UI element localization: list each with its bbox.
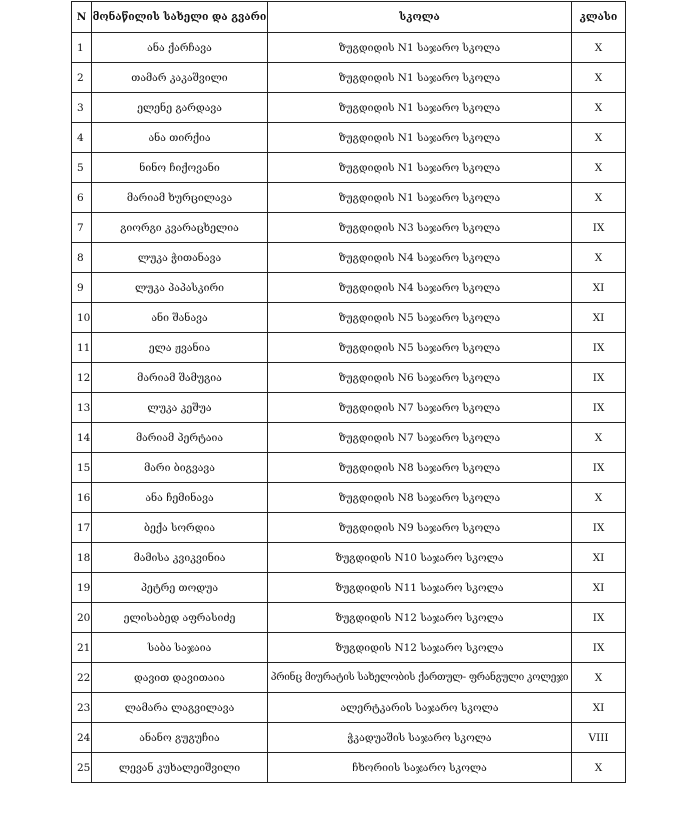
grade: IX (572, 333, 626, 363)
school-name: ზუგდიდის N1 საჯარო სკოლა (268, 93, 572, 123)
grade: X (572, 63, 626, 93)
school-name: ზუგდიდის N4 საჯარო სკოლა (268, 273, 572, 303)
row-number: 15 (72, 453, 92, 483)
row-number: 25 (72, 753, 92, 783)
row-number: 5 (72, 153, 92, 183)
grade: X (572, 423, 626, 453)
grade: XI (572, 543, 626, 573)
table-row (72, 573, 626, 603)
table-row (72, 303, 626, 333)
participant-name: დავით დავითაია (92, 663, 268, 693)
school-name: ზუგდიდის N8 საჯარო სკოლა (268, 453, 572, 483)
table-row (72, 753, 626, 783)
table-row (72, 633, 626, 663)
header-grade: კლასი (572, 2, 626, 33)
grade: IX (572, 393, 626, 423)
participant-name: ანა ქარჩავა (92, 33, 268, 63)
participant-name: საბა საჯაია (92, 633, 268, 663)
participant-name: ლამარა ლაგვილავა (92, 693, 268, 723)
table-row (72, 543, 626, 573)
school-name: ზუგდიდის N4 საჯარო სკოლა (268, 243, 572, 273)
table-row (72, 693, 626, 723)
participant-name: მამისა კვიკვინია (92, 543, 268, 573)
table-row (72, 63, 626, 93)
row-number: 2 (72, 63, 92, 93)
school-name: ზუგდიდის N7 საჯარო სკოლა (268, 423, 572, 453)
school-name: ზუგდიდის N1 საჯარო სკოლა (268, 123, 572, 153)
school-name: ზუგდიდის N11 საჯარო სკოლა (268, 573, 572, 603)
grade: X (572, 243, 626, 273)
row-number: 16 (72, 483, 92, 513)
row-number: 8 (72, 243, 92, 273)
table-row (72, 513, 626, 543)
school-name: ზუგდიდის N6 საჯარო სკოლა (268, 363, 572, 393)
participant-name: მარიამ ხურცილავა (92, 183, 268, 213)
grade: IX (572, 513, 626, 543)
school-name: ზუგდიდის N7 საჯარო სკოლა (268, 393, 572, 423)
header-name: მონაწილის სახელი და გვარი (92, 2, 268, 33)
school-name: ზუგდიდის N8 საჯარო სკოლა (268, 483, 572, 513)
grade: X (572, 663, 626, 693)
participant-name: ანა ჩემინავა (92, 483, 268, 513)
grade: XI (572, 273, 626, 303)
grade: X (572, 123, 626, 153)
table-row (72, 243, 626, 273)
grade: X (572, 93, 626, 123)
grade: XI (572, 303, 626, 333)
table-row (72, 333, 626, 363)
table-row (72, 723, 626, 753)
participant-name: მარიამ პერტაია (92, 423, 268, 453)
row-number: 12 (72, 363, 92, 393)
participant-name: ანანო გუგუჩია (92, 723, 268, 753)
table-row (72, 153, 626, 183)
header-school: სკოლა (268, 2, 572, 33)
grade: IX (572, 633, 626, 663)
table-row (72, 603, 626, 633)
table-row (72, 423, 626, 453)
participant-name: ელისაბედ აფრასიძე (92, 603, 268, 633)
table-row (72, 93, 626, 123)
row-number: 3 (72, 93, 92, 123)
table-row (72, 453, 626, 483)
participant-name: ლუკა კეშუა (92, 393, 268, 423)
row-number: 24 (72, 723, 92, 753)
grade: IX (572, 363, 626, 393)
grade: XI (572, 573, 626, 603)
grade: IX (572, 603, 626, 633)
row-number: 21 (72, 633, 92, 663)
row-number: 19 (72, 573, 92, 603)
participant-name: ლუკა პაპასკირი (92, 273, 268, 303)
grade: X (572, 753, 626, 783)
grade: IX (572, 453, 626, 483)
participants-table (71, 1, 626, 783)
school-name: ჩხორიის საჯარო სკოლა (268, 753, 572, 783)
row-number: 13 (72, 393, 92, 423)
participant-name: ანი შანავა (92, 303, 268, 333)
school-name: ალერტკარის საჯარო სკოლა (268, 693, 572, 723)
row-number: 7 (72, 213, 92, 243)
table-row (72, 183, 626, 213)
participant-name: პეტრე თოდუა (92, 573, 268, 603)
table-row (72, 33, 626, 63)
participant-name: ლუკა ჭითანავა (92, 243, 268, 273)
school-name: ზუგდიდის N1 საჯარო სკოლა (268, 33, 572, 63)
row-number: 14 (72, 423, 92, 453)
participant-name: მარი ბიგვავა (92, 453, 268, 483)
row-number: 22 (72, 663, 92, 693)
school-name: ზუგდიდის N9 საჯარო სკოლა (268, 513, 572, 543)
row-number: 23 (72, 693, 92, 723)
participant-name: მარიამ შამუგია (92, 363, 268, 393)
row-number: 4 (72, 123, 92, 153)
participant-name: ბექა სორდია (92, 513, 268, 543)
grade: X (572, 153, 626, 183)
grade: X (572, 483, 626, 513)
table-row (72, 663, 626, 693)
participant-name: ელა ჟვანია (92, 333, 268, 363)
school-name: ზუგდიდის N1 საჯარო სკოლა (268, 63, 572, 93)
table-row (72, 363, 626, 393)
row-number: 20 (72, 603, 92, 633)
participant-name: თამარ კაკაშვილი (92, 63, 268, 93)
grade: X (572, 33, 626, 63)
grade: VIII (572, 723, 626, 753)
header-number: N (72, 2, 92, 33)
grade: XI (572, 693, 626, 723)
school-name: ჭკადუაშის საჯარო სკოლა (268, 723, 572, 753)
grade: X (572, 183, 626, 213)
table-row (72, 213, 626, 243)
school-name: პრინც მიურატის სახელობის ქართულ- ფრანგული კოლეჯი (268, 663, 572, 693)
table-header-row (72, 2, 626, 33)
grade: IX (572, 213, 626, 243)
school-name: ზუგდიდის N1 საჯარო სკოლა (268, 153, 572, 183)
row-number: 6 (72, 183, 92, 213)
row-number: 18 (72, 543, 92, 573)
table-row (72, 273, 626, 303)
row-number: 1 (72, 33, 92, 63)
table-row (72, 483, 626, 513)
table-row (72, 123, 626, 153)
participant-name: გიორგი კვარაცხელია (92, 213, 268, 243)
school-name: ზუგდიდის N12 საჯარო სკოლა (268, 603, 572, 633)
participant-name: ელენე გარდავა (92, 93, 268, 123)
participant-name: ნინო ჩიქოვანი (92, 153, 268, 183)
school-name: ზუგდიდის N1 საჯარო სკოლა (268, 183, 572, 213)
school-name: ზუგდიდის N10 საჯარო სკოლა (268, 543, 572, 573)
row-number: 17 (72, 513, 92, 543)
school-name: ზუგდიდის N5 საჯარო სკოლა (268, 333, 572, 363)
row-number: 11 (72, 333, 92, 363)
row-number: 9 (72, 273, 92, 303)
school-name: ზუგდიდის N12 საჯარო სკოლა (268, 633, 572, 663)
participant-name: ლევან კუხალეიშვილი (92, 753, 268, 783)
table-row (72, 393, 626, 423)
school-name: ზუგდიდის N5 საჯარო სკოლა (268, 303, 572, 333)
participant-name: ანა თირქია (92, 123, 268, 153)
school-name: ზუგდიდის N3 საჯარო სკოლა (268, 213, 572, 243)
row-number: 10 (72, 303, 92, 333)
